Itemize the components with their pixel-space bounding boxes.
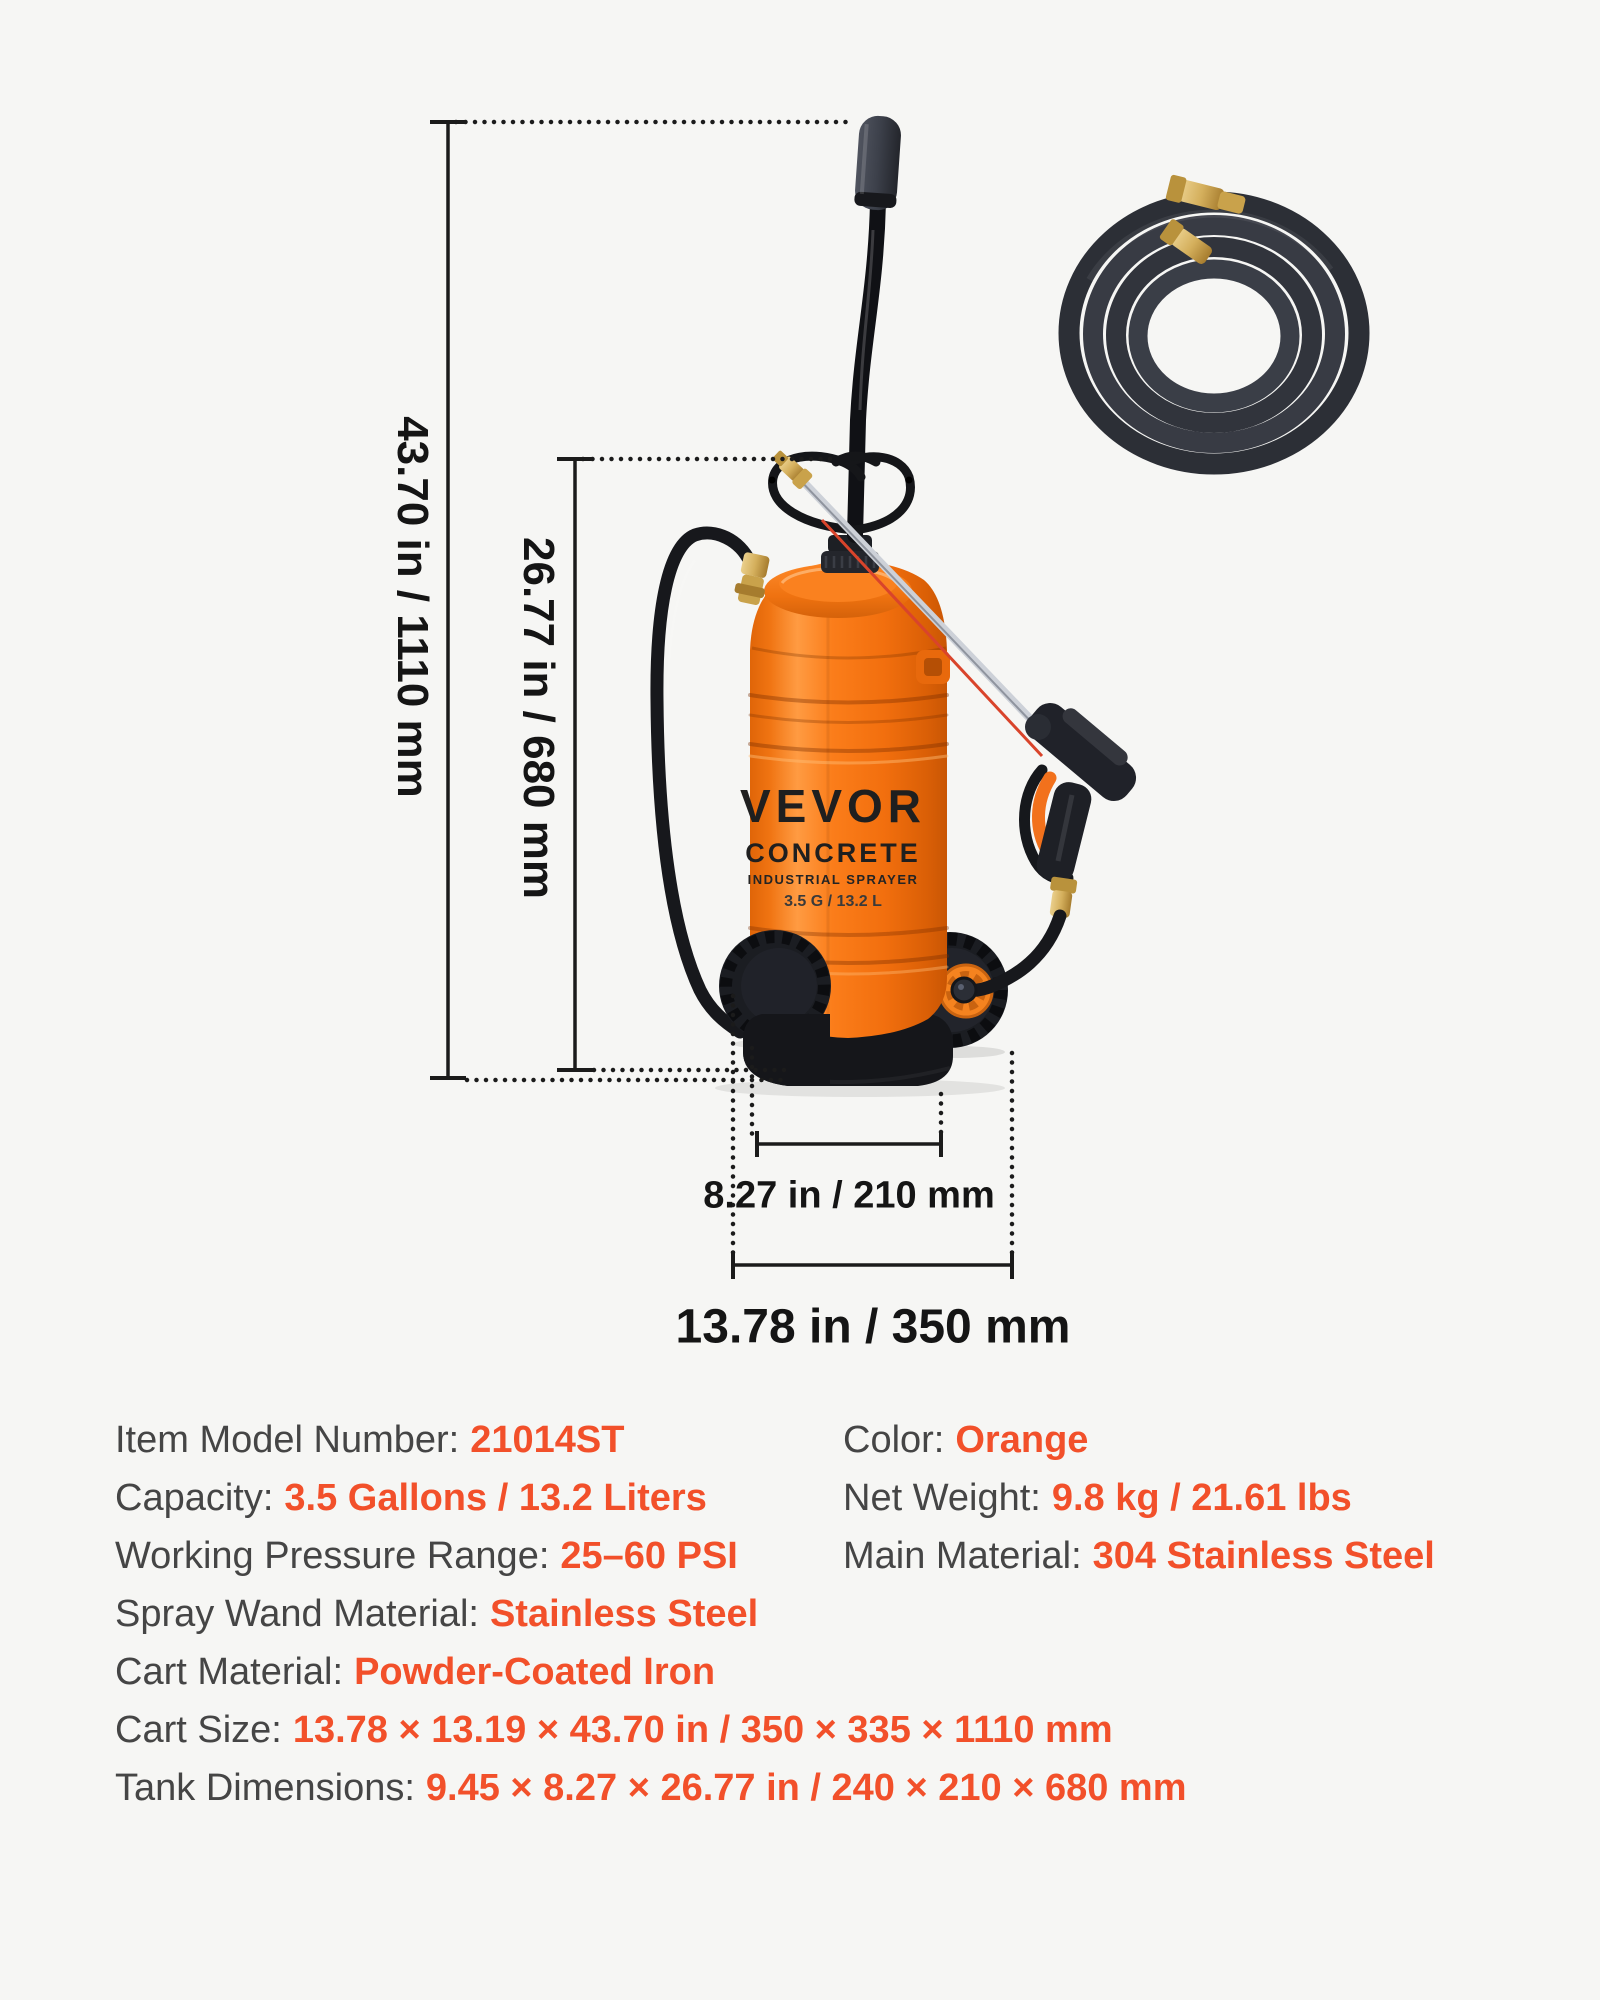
- spec-value: Powder-Coated Iron: [354, 1651, 716, 1693]
- spec-value: Stainless Steel: [489, 1593, 759, 1635]
- spec-label: Net Weight:: [843, 1477, 1041, 1519]
- spec-value: 9.8 kg / 21.61 lbs: [1051, 1477, 1352, 1519]
- tank-product-type-text: INDUSTRIAL SPRAYER: [747, 872, 919, 887]
- tank-height-dimension-label: 26.77 in / 680 mm: [514, 537, 563, 899]
- spec-value: 3.5 Gallons / 13.2 Liters: [284, 1477, 707, 1519]
- spec-label: Cart Material:: [115, 1651, 344, 1693]
- spec-label: Cart Size:: [115, 1709, 282, 1751]
- spec-label: Spray Wand Material:: [115, 1593, 479, 1635]
- spec-label: Working Pressure Range:: [115, 1535, 550, 1577]
- spec-row-capacity: [115, 1474, 707, 1522]
- spec-value: Orange: [955, 1419, 1089, 1461]
- spec-row-net-weight: [843, 1474, 1352, 1522]
- spec-row-item-model-number: [115, 1416, 624, 1464]
- tank-brand-text: VEVOR: [739, 780, 927, 832]
- spec-value: 9.45 × 8.27 × 26.77 in / 240 × 210 × 680 mm: [425, 1767, 1187, 1809]
- spec-label: Color:: [843, 1419, 945, 1461]
- tank-product-line-text: CONCRETE: [745, 838, 921, 868]
- tank-capacity-text: 3.5 G / 13.2 L: [784, 893, 882, 910]
- overall-height-dimension-label: 43.70 in / 1110 mm: [388, 416, 437, 798]
- spec-row-working-pressure: [115, 1532, 738, 1580]
- spec-value: 304 Stainless Steel: [1092, 1535, 1435, 1577]
- base-width-dimension-label: 8.27 in / 210 mm: [703, 1174, 995, 1217]
- spec-label: Main Material:: [843, 1535, 1082, 1577]
- cart-width-dimension-label: 13.78 in / 350 mm: [675, 1300, 1071, 1354]
- spec-row-color: [843, 1416, 1088, 1464]
- spec-label: Capacity:: [115, 1477, 274, 1519]
- spec-label: Tank Dimensions:: [115, 1767, 415, 1809]
- spec-value: 13.78 × 13.19 × 43.70 in / 350 × 335 × 1110 mm: [292, 1709, 1113, 1751]
- spec-row-main-material: [843, 1532, 1435, 1580]
- spec-value: 21014ST: [470, 1419, 625, 1461]
- spec-row-tank-dimensions: [115, 1764, 1186, 1812]
- spec-row-spray-wand-material: [115, 1590, 758, 1638]
- spec-row-cart-size: [115, 1706, 1113, 1754]
- spec-row-cart-material: [115, 1648, 715, 1696]
- spec-label: Item Model Number:: [115, 1419, 460, 1461]
- spec-value: 25–60 PSI: [560, 1535, 738, 1577]
